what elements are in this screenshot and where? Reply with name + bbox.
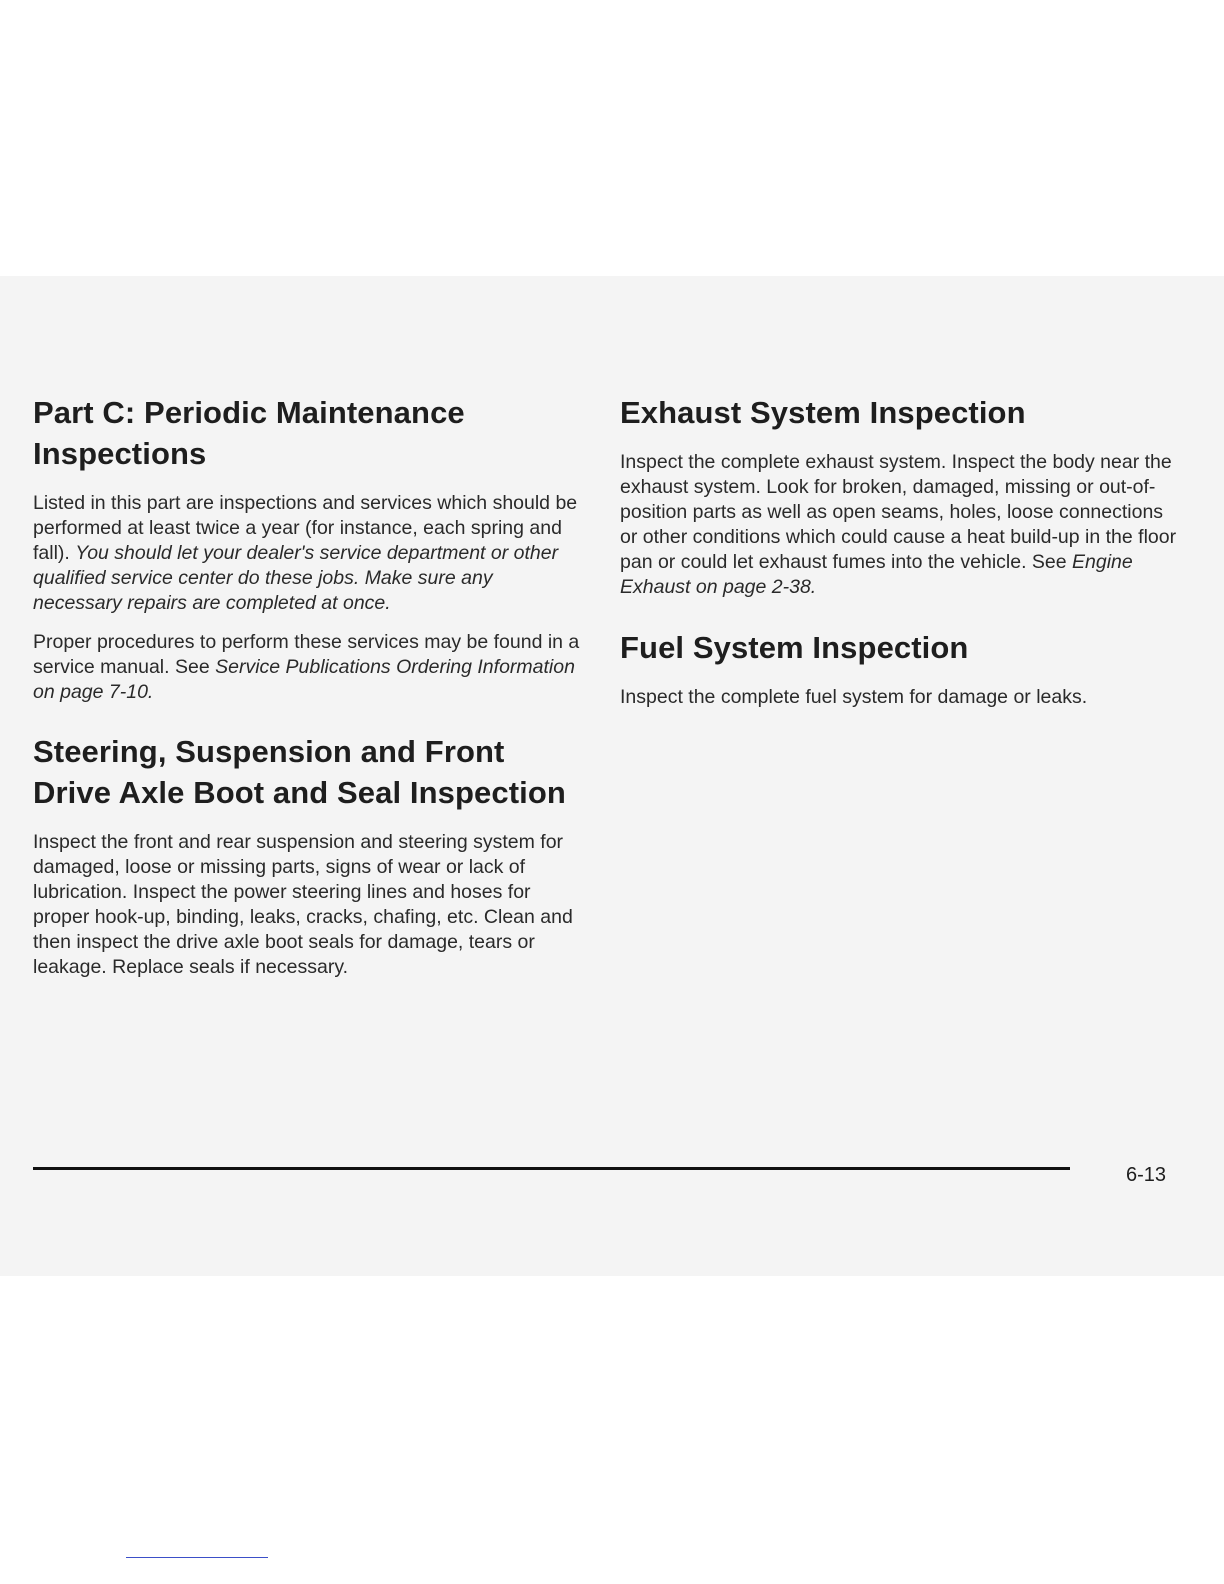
periodic-maintenance-paragraph-1: [33, 491, 583, 616]
periodic-maintenance-paragraph-2: [33, 630, 583, 705]
steering-inspection-paragraph: Inspect the front and rear suspension and steering system for damaged, loose or missing parts, signs of wear or lack of lubrication. Inspect the power steering lines and hoses for proper hook-up, binding, leaks, cracks, chafing, etc. Clean and then inspect the drive axle boot seals for damage, tears or leakage. Replace seals if necessary.: [33, 831, 573, 978]
periodic-maintenance-heading: Part C: Periodic Maintenance Inspections: [33, 395, 465, 471]
left-column: [33, 392, 583, 994]
fuel-inspection-paragraph: Inspect the complete fuel system for damage or leaks.: [620, 686, 1088, 708]
page-number: 6-13: [1126, 1164, 1167, 1186]
section-gap: [33, 719, 583, 731]
exhaust-inspection-heading: Exhaust System Inspection: [620, 395, 1026, 430]
exhaust-p1-text: Inspect the complete exhaust system. Inspect the body near the exhaust system. Look for broken, damaged, missing or out-of-position parts as well as open seams, holes, loose connections or other conditions which could cause a heat build-up in the floor pan or could let exhaust fumes into the vehicle. See: [620, 451, 1177, 573]
section-gap: [620, 614, 1180, 627]
right-column: [620, 392, 1180, 724]
steering-inspection-heading: Steering, Suspension and Front Drive Axle Boot and Seal Inspection: [33, 734, 566, 810]
bottom-link-underline: [126, 1557, 268, 1558]
service-publications-reference: Service Publications Ordering Information on page 7-10.: [33, 656, 575, 703]
periodic-p2-text: Proper procedures to perform these services may be found in a service manual. See: [33, 631, 580, 678]
engine-exhaust-reference: Engine Exhaust on page 2-38.: [620, 551, 1133, 598]
footer-rule: [33, 1167, 1070, 1170]
exhaust-inspection-paragraph: [620, 450, 1180, 600]
periodic-p1-text: Listed in this part are inspections and services which should be performed at least twice a year (for instance, each spring and fall).: [33, 492, 578, 564]
periodic-p1-italic: You should let your dealer's service department or other qualified service center do these jobs. Make sure any necessary repairs are completed at once.: [33, 542, 559, 614]
fuel-inspection-heading: Fuel System Inspection: [620, 630, 969, 665]
